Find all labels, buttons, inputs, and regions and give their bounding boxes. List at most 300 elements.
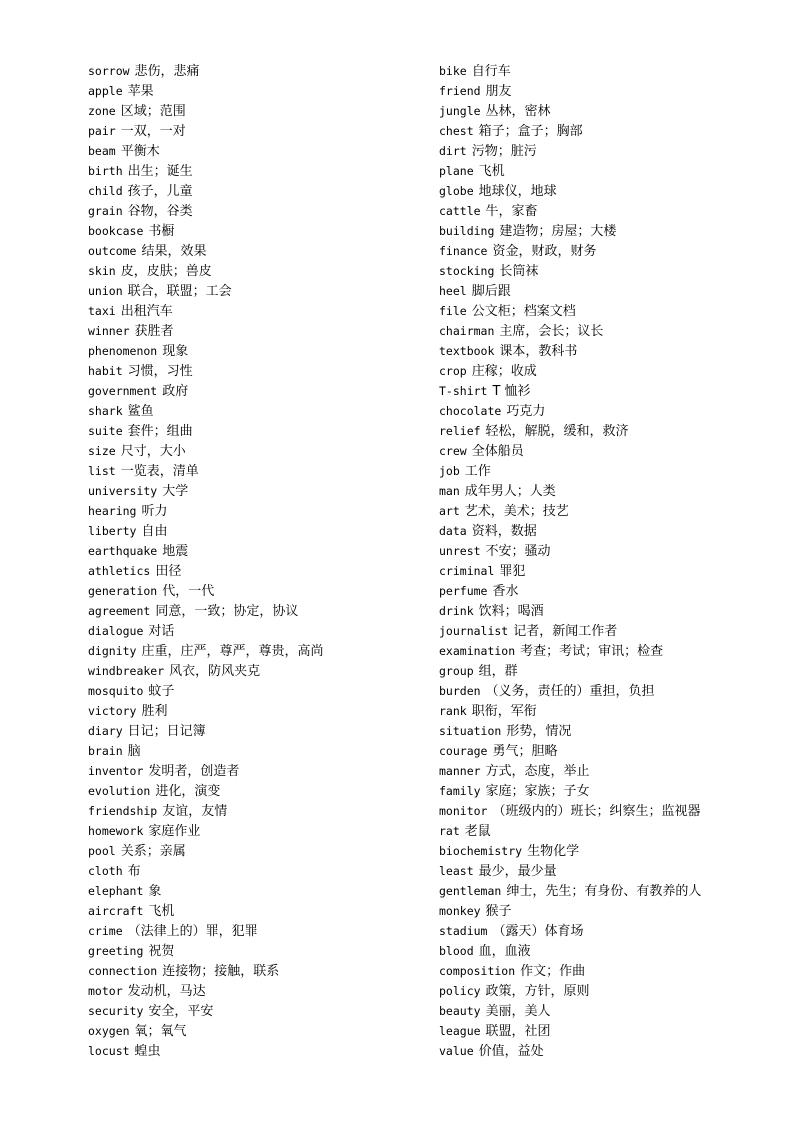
english-word: policy bbox=[439, 984, 481, 998]
english-word: value bbox=[439, 1044, 474, 1058]
vocab-entry bbox=[439, 161, 779, 181]
chinese-meaning: 对话 bbox=[148, 624, 175, 639]
english-word: crew bbox=[439, 444, 467, 458]
chinese-meaning: 现象 bbox=[162, 344, 189, 359]
english-word: generation bbox=[88, 584, 158, 598]
english-word: beam bbox=[88, 144, 116, 158]
english-word: rank bbox=[439, 704, 467, 718]
vocab-entry bbox=[88, 521, 428, 541]
vocab-entry bbox=[439, 101, 779, 121]
english-word: pool bbox=[88, 844, 116, 858]
vocab-entry bbox=[439, 841, 779, 861]
vocab-entry bbox=[88, 401, 428, 421]
chinese-meaning: 平衡木 bbox=[120, 144, 160, 159]
vocab-entry bbox=[88, 501, 428, 521]
vocab-entry bbox=[88, 581, 428, 601]
chinese-meaning: 最少，最少量 bbox=[478, 864, 557, 879]
english-word: phenomenon bbox=[88, 344, 158, 358]
chinese-meaning: 出生；诞生 bbox=[127, 164, 193, 179]
vocab-entry bbox=[88, 221, 428, 241]
english-word: apple bbox=[88, 84, 123, 98]
english-word: chairman bbox=[439, 324, 495, 338]
english-word: winner bbox=[88, 324, 130, 338]
vocab-entry bbox=[439, 501, 779, 521]
vocab-entry bbox=[439, 821, 779, 841]
english-word: least bbox=[439, 864, 474, 878]
vocab-entry bbox=[439, 741, 779, 761]
vocab-entry bbox=[88, 981, 428, 1001]
chinese-meaning: 作文；作曲 bbox=[520, 964, 586, 979]
chinese-meaning: 习惯，习性 bbox=[127, 364, 193, 379]
english-word: heel bbox=[439, 284, 467, 298]
english-word: examination bbox=[439, 644, 516, 658]
chinese-meaning: 资金，财政，财务 bbox=[492, 244, 597, 259]
vocab-entry bbox=[439, 981, 779, 1001]
chinese-meaning: 大学 bbox=[162, 484, 189, 499]
english-word: drink bbox=[439, 604, 474, 618]
chinese-meaning: 关系；亲属 bbox=[120, 844, 186, 859]
vocab-entry bbox=[439, 881, 779, 901]
chinese-meaning: 主席，会长；议长 bbox=[499, 324, 604, 339]
chinese-meaning: 区域；范围 bbox=[120, 104, 186, 119]
english-word: bookcase bbox=[88, 224, 144, 238]
english-word: list bbox=[88, 464, 116, 478]
vocab-entry bbox=[88, 1001, 428, 1021]
vocab-entry bbox=[439, 201, 779, 221]
english-word: suite bbox=[88, 424, 123, 438]
chinese-meaning: 美丽，美人 bbox=[485, 1004, 551, 1019]
english-word: crop bbox=[439, 364, 467, 378]
chinese-meaning: 绅士，先生；有身份、有教养的人 bbox=[506, 884, 702, 899]
chinese-meaning: 自由 bbox=[141, 524, 168, 539]
english-word: man bbox=[439, 484, 460, 498]
chinese-meaning: 血，血液 bbox=[478, 944, 531, 959]
vocab-entry bbox=[439, 421, 779, 441]
chinese-meaning: 悲伤，悲痛 bbox=[134, 64, 200, 79]
vocab-entry bbox=[439, 641, 779, 661]
english-word: manner bbox=[439, 764, 481, 778]
vocab-entry bbox=[88, 921, 428, 941]
vocab-entry bbox=[439, 1001, 779, 1021]
chinese-meaning: 职衔，军衔 bbox=[471, 704, 537, 719]
vocab-entry bbox=[439, 761, 779, 781]
vocab-entry bbox=[88, 381, 428, 401]
chinese-meaning: 鲨鱼 bbox=[127, 404, 154, 419]
chinese-meaning: 朋友 bbox=[485, 84, 512, 99]
vocab-entry bbox=[439, 121, 779, 141]
english-word: sorrow bbox=[88, 64, 130, 78]
vocab-entry bbox=[439, 341, 779, 361]
english-word: criminal bbox=[439, 564, 495, 578]
vocab-entry bbox=[88, 841, 428, 861]
vocab-entry bbox=[439, 601, 779, 621]
vocab-entry bbox=[88, 141, 428, 161]
chinese-meaning: 老鼠 bbox=[464, 824, 491, 839]
chinese-meaning: 自行车 bbox=[471, 64, 511, 79]
english-word: locust bbox=[88, 1044, 130, 1058]
chinese-meaning: 家庭；家族；子女 bbox=[485, 784, 590, 799]
english-word: elephant bbox=[88, 884, 144, 898]
chinese-meaning: 课本，教科书 bbox=[499, 344, 578, 359]
english-word: plane bbox=[439, 164, 474, 178]
chinese-meaning: 形势，情况 bbox=[506, 724, 572, 739]
vocab-entry bbox=[439, 241, 779, 261]
chinese-meaning: T 恤衫 bbox=[492, 384, 531, 399]
chinese-meaning: 获胜者 bbox=[134, 324, 174, 339]
english-word: government bbox=[88, 384, 158, 398]
english-word: journalist bbox=[439, 624, 509, 638]
english-word: greeting bbox=[88, 944, 144, 958]
vocab-entry bbox=[88, 801, 428, 821]
vocab-entry bbox=[88, 241, 428, 261]
english-word: monkey bbox=[439, 904, 481, 918]
english-word: athletics bbox=[88, 564, 151, 578]
vocab-entry bbox=[439, 941, 779, 961]
english-word: beauty bbox=[439, 1004, 481, 1018]
vocab-column-left bbox=[88, 61, 428, 1061]
english-word: rat bbox=[439, 824, 460, 838]
english-word: data bbox=[439, 524, 467, 538]
chinese-meaning: 政策，方针，原则 bbox=[485, 984, 590, 999]
vocab-entry bbox=[88, 81, 428, 101]
english-word: stocking bbox=[439, 264, 495, 278]
english-word: bike bbox=[439, 64, 467, 78]
chinese-meaning: 资料，数据 bbox=[471, 524, 537, 539]
english-word: zone bbox=[88, 104, 116, 118]
chinese-meaning: 箱子；盒子；胸部 bbox=[478, 124, 583, 139]
english-word: family bbox=[439, 784, 481, 798]
chinese-meaning: 一双，一对 bbox=[120, 124, 186, 139]
vocab-entry bbox=[88, 661, 428, 681]
chinese-meaning: 尺寸，大小 bbox=[120, 444, 186, 459]
chinese-meaning: 听力 bbox=[141, 504, 168, 519]
vocab-entry bbox=[88, 641, 428, 661]
english-word: mosquito bbox=[88, 684, 144, 698]
english-word: biochemistry bbox=[439, 844, 523, 858]
chinese-meaning: 公文柜；档案文档 bbox=[471, 304, 576, 319]
vocab-entry bbox=[88, 1021, 428, 1041]
vocab-entry bbox=[88, 601, 428, 621]
english-word: dirt bbox=[439, 144, 467, 158]
english-word: birth bbox=[88, 164, 123, 178]
vocab-entry bbox=[88, 861, 428, 881]
english-word: gentleman bbox=[439, 884, 502, 898]
chinese-meaning: 苹果 bbox=[127, 84, 154, 99]
chinese-meaning: 出租汽车 bbox=[120, 304, 173, 319]
vocab-entry bbox=[439, 561, 779, 581]
english-word: homework bbox=[88, 824, 144, 838]
chinese-meaning: 布 bbox=[127, 864, 141, 879]
vocab-entry bbox=[439, 861, 779, 881]
english-word: perfume bbox=[439, 584, 488, 598]
english-word: friend bbox=[439, 84, 481, 98]
vocab-entry bbox=[88, 101, 428, 121]
vocab-entry bbox=[88, 541, 428, 561]
chinese-meaning: 地球仪，地球 bbox=[478, 184, 557, 199]
vocab-entry bbox=[88, 821, 428, 841]
chinese-meaning: 套件；组曲 bbox=[127, 424, 193, 439]
english-word: child bbox=[88, 184, 123, 198]
vocab-entry bbox=[88, 421, 428, 441]
chinese-meaning: （义务，责任的）重担，负担 bbox=[485, 684, 655, 699]
english-word: textbook bbox=[439, 344, 495, 358]
english-word: jungle bbox=[439, 104, 481, 118]
english-word: grain bbox=[88, 204, 123, 218]
chinese-meaning: 生物化学 bbox=[527, 844, 580, 859]
vocab-entry bbox=[439, 781, 779, 801]
vocab-entry bbox=[439, 681, 779, 701]
chinese-meaning: 地震 bbox=[162, 544, 189, 559]
chinese-meaning: 政府 bbox=[162, 384, 189, 399]
vocab-entry bbox=[439, 301, 779, 321]
vocab-entry bbox=[88, 301, 428, 321]
chinese-meaning: 香水 bbox=[492, 584, 519, 599]
english-word: T-shirt bbox=[439, 384, 488, 398]
chinese-meaning: 联盟，社团 bbox=[485, 1024, 551, 1039]
english-word: evolution bbox=[88, 784, 151, 798]
english-word: union bbox=[88, 284, 123, 298]
english-word: situation bbox=[439, 724, 502, 738]
english-word: habit bbox=[88, 364, 123, 378]
vocab-entry bbox=[88, 721, 428, 741]
english-word: chocolate bbox=[439, 404, 502, 418]
chinese-meaning: 氧；氧气 bbox=[134, 1024, 187, 1039]
english-word: burden bbox=[439, 684, 481, 698]
english-word: diary bbox=[88, 724, 123, 738]
english-word: group bbox=[439, 664, 474, 678]
vocab-entry bbox=[439, 141, 779, 161]
english-word: monitor bbox=[439, 804, 488, 818]
vocab-entry bbox=[439, 441, 779, 461]
vocab-entry bbox=[439, 721, 779, 741]
chinese-meaning: （班级内的）班长；纠察生；监视器 bbox=[492, 804, 701, 819]
english-word: earthquake bbox=[88, 544, 158, 558]
chinese-meaning: 不安；骚动 bbox=[485, 544, 551, 559]
english-word: league bbox=[439, 1024, 481, 1038]
vocab-entry bbox=[88, 741, 428, 761]
chinese-meaning: 记者，新闻工作者 bbox=[513, 624, 618, 639]
vocab-entry bbox=[439, 461, 779, 481]
chinese-meaning: （露天）体育场 bbox=[492, 924, 584, 939]
chinese-meaning: 丛林，密林 bbox=[485, 104, 551, 119]
vocab-column-right bbox=[439, 61, 779, 1061]
vocab-entry bbox=[88, 121, 428, 141]
english-word: taxi bbox=[88, 304, 116, 318]
chinese-meaning: 胜利 bbox=[141, 704, 168, 719]
vocab-entry bbox=[88, 361, 428, 381]
chinese-meaning: 皮，皮肤；兽皮 bbox=[120, 264, 212, 279]
chinese-meaning: 象 bbox=[148, 884, 162, 899]
english-word: courage bbox=[439, 744, 488, 758]
vocab-entry bbox=[439, 61, 779, 81]
vocab-entry bbox=[88, 321, 428, 341]
vocab-entry bbox=[88, 281, 428, 301]
vocab-entry bbox=[439, 801, 779, 821]
vocab-entry bbox=[439, 541, 779, 561]
chinese-meaning: 蝗虫 bbox=[134, 1044, 161, 1059]
chinese-meaning: 罪犯 bbox=[499, 564, 526, 579]
vocab-entry bbox=[439, 901, 779, 921]
vocab-entry bbox=[88, 481, 428, 501]
english-word: inventor bbox=[88, 764, 144, 778]
chinese-meaning: 蚊子 bbox=[148, 684, 175, 699]
chinese-meaning: 安全，平安 bbox=[148, 1004, 214, 1019]
english-word: security bbox=[88, 1004, 144, 1018]
english-word: stadium bbox=[439, 924, 488, 938]
vocab-entry bbox=[88, 181, 428, 201]
chinese-meaning: 日记；日记簿 bbox=[127, 724, 206, 739]
english-word: aircraft bbox=[88, 904, 144, 918]
vocab-entry bbox=[439, 481, 779, 501]
english-word: file bbox=[439, 304, 467, 318]
vocab-entry bbox=[439, 521, 779, 541]
english-word: blood bbox=[439, 944, 474, 958]
english-word: size bbox=[88, 444, 116, 458]
vocab-entry bbox=[88, 901, 428, 921]
vocab-entry bbox=[439, 961, 779, 981]
english-word: outcome bbox=[88, 244, 137, 258]
english-word: pair bbox=[88, 124, 116, 138]
chinese-meaning: 庄重，庄严，尊严，尊贵，高尚 bbox=[141, 644, 324, 659]
chinese-meaning: 孩子，儿童 bbox=[127, 184, 193, 199]
chinese-meaning: 田径 bbox=[155, 564, 182, 579]
vocab-entry bbox=[439, 401, 779, 421]
chinese-meaning: 连接物；接触，联系 bbox=[162, 964, 280, 979]
chinese-meaning: （法律上的）罪，犯罪 bbox=[127, 924, 258, 939]
english-word: windbreaker bbox=[88, 664, 165, 678]
chinese-meaning: 祝贺 bbox=[148, 944, 175, 959]
english-word: cattle bbox=[439, 204, 481, 218]
english-word: agreement bbox=[88, 604, 151, 618]
vocab-entry bbox=[439, 581, 779, 601]
english-word: finance bbox=[439, 244, 488, 258]
chinese-meaning: 考查；考试；审讯；检查 bbox=[520, 644, 664, 659]
english-word: hearing bbox=[88, 504, 137, 518]
chinese-meaning: 代，一代 bbox=[162, 584, 215, 599]
vocab-entry bbox=[439, 1041, 779, 1061]
chinese-meaning: 一览表，清单 bbox=[120, 464, 199, 479]
vocab-entry bbox=[439, 281, 779, 301]
english-word: brain bbox=[88, 744, 123, 758]
english-word: motor bbox=[88, 984, 123, 998]
vocab-entry bbox=[88, 761, 428, 781]
vocab-entry bbox=[439, 701, 779, 721]
chinese-meaning: 长筒袜 bbox=[499, 264, 539, 279]
english-word: dialogue bbox=[88, 624, 144, 638]
english-word: job bbox=[439, 464, 460, 478]
chinese-meaning: 建造物；房屋；大楼 bbox=[499, 224, 617, 239]
vocab-entry bbox=[88, 441, 428, 461]
chinese-meaning: 飞机 bbox=[478, 164, 505, 179]
english-word: friendship bbox=[88, 804, 158, 818]
english-word: dignity bbox=[88, 644, 137, 658]
chinese-meaning: 轻松，解脱，缓和，救济 bbox=[485, 424, 629, 439]
english-word: skin bbox=[88, 264, 116, 278]
vocab-entry bbox=[88, 621, 428, 641]
chinese-meaning: 脚后跟 bbox=[471, 284, 511, 299]
chinese-meaning: 进化，演变 bbox=[155, 784, 221, 799]
chinese-meaning: 结果，效果 bbox=[141, 244, 207, 259]
chinese-meaning: 价值，益处 bbox=[478, 1044, 544, 1059]
chinese-meaning: 同意，一致；协定，协议 bbox=[155, 604, 299, 619]
english-word: relief bbox=[439, 424, 481, 438]
english-word: university bbox=[88, 484, 158, 498]
vocab-entry bbox=[88, 561, 428, 581]
vocab-entry bbox=[439, 381, 779, 401]
chinese-meaning: 发明者，创造者 bbox=[148, 764, 240, 779]
vocab-entry bbox=[88, 961, 428, 981]
vocab-entry bbox=[88, 1041, 428, 1061]
vocab-entry bbox=[88, 61, 428, 81]
chinese-meaning: 猴子 bbox=[485, 904, 512, 919]
chinese-meaning: 饮料；喝酒 bbox=[478, 604, 544, 619]
chinese-meaning: 方式，态度，举止 bbox=[485, 764, 590, 779]
english-word: art bbox=[439, 504, 460, 518]
vocab-entry bbox=[439, 1021, 779, 1041]
vocab-entry bbox=[439, 321, 779, 341]
vocab-entry bbox=[439, 361, 779, 381]
chinese-meaning: 污物；脏污 bbox=[471, 144, 537, 159]
english-word: unrest bbox=[439, 544, 481, 558]
chinese-meaning: 发动机，马达 bbox=[127, 984, 206, 999]
english-word: building bbox=[439, 224, 495, 238]
english-word: shark bbox=[88, 404, 123, 418]
vocab-entry bbox=[88, 781, 428, 801]
chinese-meaning: 全体船员 bbox=[471, 444, 524, 459]
vocab-entry bbox=[439, 81, 779, 101]
chinese-meaning: 工作 bbox=[464, 464, 491, 479]
vocab-entry bbox=[439, 261, 779, 281]
chinese-meaning: 勇气；胆略 bbox=[492, 744, 558, 759]
chinese-meaning: 脑 bbox=[127, 744, 141, 759]
chinese-meaning: 庄稼；收成 bbox=[471, 364, 537, 379]
chinese-meaning: 成年男人；人类 bbox=[464, 484, 556, 499]
english-word: connection bbox=[88, 964, 158, 978]
english-word: cloth bbox=[88, 864, 123, 878]
vocab-entry bbox=[88, 341, 428, 361]
english-word: composition bbox=[439, 964, 516, 978]
vocab-entry bbox=[88, 261, 428, 281]
english-word: crime bbox=[88, 924, 123, 938]
vocab-entry bbox=[88, 161, 428, 181]
vocab-entry bbox=[439, 621, 779, 641]
vocab-entry bbox=[88, 681, 428, 701]
vocab-entry bbox=[439, 921, 779, 941]
english-word: globe bbox=[439, 184, 474, 198]
chinese-meaning: 书橱 bbox=[148, 224, 175, 239]
english-word: liberty bbox=[88, 524, 137, 538]
chinese-meaning: 巧克力 bbox=[506, 404, 546, 419]
vocab-entry bbox=[439, 181, 779, 201]
vocab-entry bbox=[439, 661, 779, 681]
chinese-meaning: 家庭作业 bbox=[148, 824, 201, 839]
vocab-entry bbox=[88, 941, 428, 961]
chinese-meaning: 组，群 bbox=[478, 664, 518, 679]
vocab-entry bbox=[439, 221, 779, 241]
vocab-entry bbox=[88, 701, 428, 721]
chinese-meaning: 联合，联盟；工会 bbox=[127, 284, 232, 299]
english-word: chest bbox=[439, 124, 474, 138]
chinese-meaning: 谷物，谷类 bbox=[127, 204, 193, 219]
vocab-entry bbox=[88, 881, 428, 901]
chinese-meaning: 飞机 bbox=[148, 904, 175, 919]
chinese-meaning: 牛，家畜 bbox=[485, 204, 538, 219]
english-word: victory bbox=[88, 704, 137, 718]
chinese-meaning: 艺术，美术；技艺 bbox=[464, 504, 569, 519]
chinese-meaning: 友谊，友情 bbox=[162, 804, 228, 819]
english-word: oxygen bbox=[88, 1024, 130, 1038]
vocab-entry bbox=[88, 201, 428, 221]
